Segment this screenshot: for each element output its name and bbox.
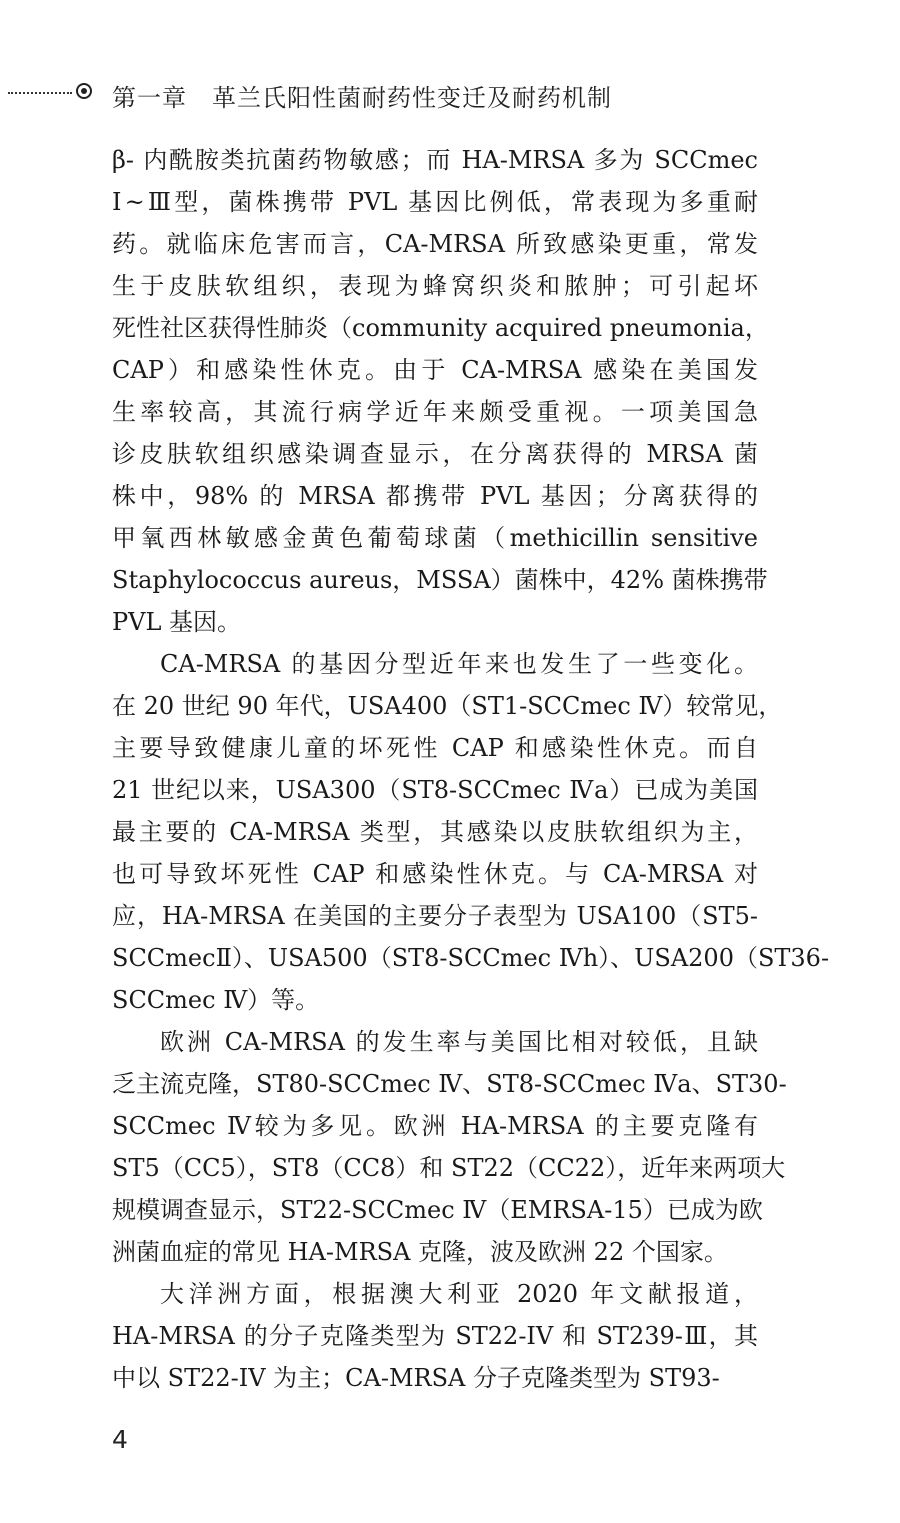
text-line: CA-MRSA 的基因分型近年来也发生了一些变化。 — [160, 650, 758, 678]
text-line: 也可导致坏死性 CAP 和感染性休克。与 CA-MRSA 对 — [112, 860, 758, 888]
text-line: 死性社区获得性肺炎（community acquired pneumonia， — [112, 314, 769, 342]
text-line: 生率较高，其流行病学近年来颇受重视。一项美国急 — [112, 398, 758, 426]
paragraph — [112, 1021, 787, 1273]
text-line: PVL 基因。 — [112, 608, 242, 636]
page-number: 4 — [112, 1425, 128, 1454]
text-line: SCCmec Ⅳ较为多见。欧洲 HA-MRSA 的主要克隆有 — [112, 1112, 758, 1140]
text-line: 中以 ST22-IV 为主；CA-MRSA 分子克隆类型为 ST93- — [112, 1364, 720, 1392]
text-line: CAP）和感染性休克。由于 CA-MRSA 感染在美国发 — [112, 356, 758, 384]
text-line: SCCmec Ⅳ）等。 — [112, 986, 320, 1014]
text-line: 甲氧西林敏感金黄色葡萄球菌（methicillin sensitive — [112, 524, 758, 552]
paragraph — [112, 1273, 758, 1399]
text-line: 主要导致健康儿童的坏死性 CAP 和感染性休克。而自 — [112, 734, 758, 762]
header-bullet-icon — [76, 83, 92, 99]
paragraph — [112, 643, 830, 1021]
text-line: 诊皮肤软组织感染调查显示，在分离获得的 MRSA 菌 — [112, 440, 758, 468]
chapter-title: 第一章 革兰氏阳性菌耐药性变迁及耐药机制 — [112, 84, 612, 112]
text-line: SCCmecⅡ）、USA500（ST8-SCCmec Ⅳh）、USA200（ST36- — [112, 944, 830, 972]
text-line: 最主要的 CA-MRSA 类型，其感染以皮肤软组织为主， — [112, 818, 758, 846]
text-line: Ⅰ~Ⅲ型，菌株携带 PVL 基因比例低，常表现为多重耐 — [112, 188, 758, 216]
header-dotted-rule — [8, 92, 72, 94]
text-line: ST5（CC5），ST8（CC8）和 ST22（CC22），近年来两项大 — [112, 1154, 786, 1182]
text-line: 大洋洲方面，根据澳大利亚 2020 年文献报道， — [160, 1280, 758, 1308]
text-line: 规模调查显示，ST22-SCCmec Ⅳ（EMRSA-15）已成为欧 — [112, 1196, 763, 1224]
text-line: 株中，98% 的 MRSA 都携带 PVL 基因；分离获得的 — [112, 482, 758, 510]
text-line: HA-MRSA 的分子克隆类型为 ST22-IV 和 ST239-Ⅲ，其 — [112, 1322, 758, 1350]
text-line: 药。就临床危害而言，CA-MRSA 所致感染更重，常发 — [112, 230, 758, 258]
running-header — [0, 74, 900, 114]
body-text — [112, 139, 830, 1399]
text-line: 洲菌血症的常见 HA-MRSA 克隆，波及欧洲 22 个国家。 — [112, 1238, 728, 1266]
paragraph — [112, 139, 769, 643]
text-line: 21 世纪以来，USA300（ST8-SCCmec Ⅳa）已成为美国 — [112, 776, 758, 804]
text-line: 应，HA-MRSA 在美国的主要分子表型为 USA100（ST5- — [112, 902, 758, 930]
text-line: Staphylococcus aureus，MSSA）菌株中，42% 菌株携带 — [112, 566, 768, 594]
text-line: β- 内酰胺类抗菌药物敏感；而 HA-MRSA 多为 SCCmec — [112, 146, 758, 174]
text-line: 乏主流克隆，ST80-SCCmec Ⅳ、ST8-SCCmec Ⅳa、ST30- — [112, 1070, 787, 1098]
text-line: 在 20 世纪 90 年代，USA400（ST1-SCCmec Ⅳ）较常见， — [112, 692, 783, 720]
text-line: 欧洲 CA-MRSA 的发生率与美国比相对较低，且缺 — [160, 1028, 758, 1056]
text-line: 生于皮肤软组织，表现为蜂窝织炎和脓肿；可引起坏 — [112, 272, 758, 300]
